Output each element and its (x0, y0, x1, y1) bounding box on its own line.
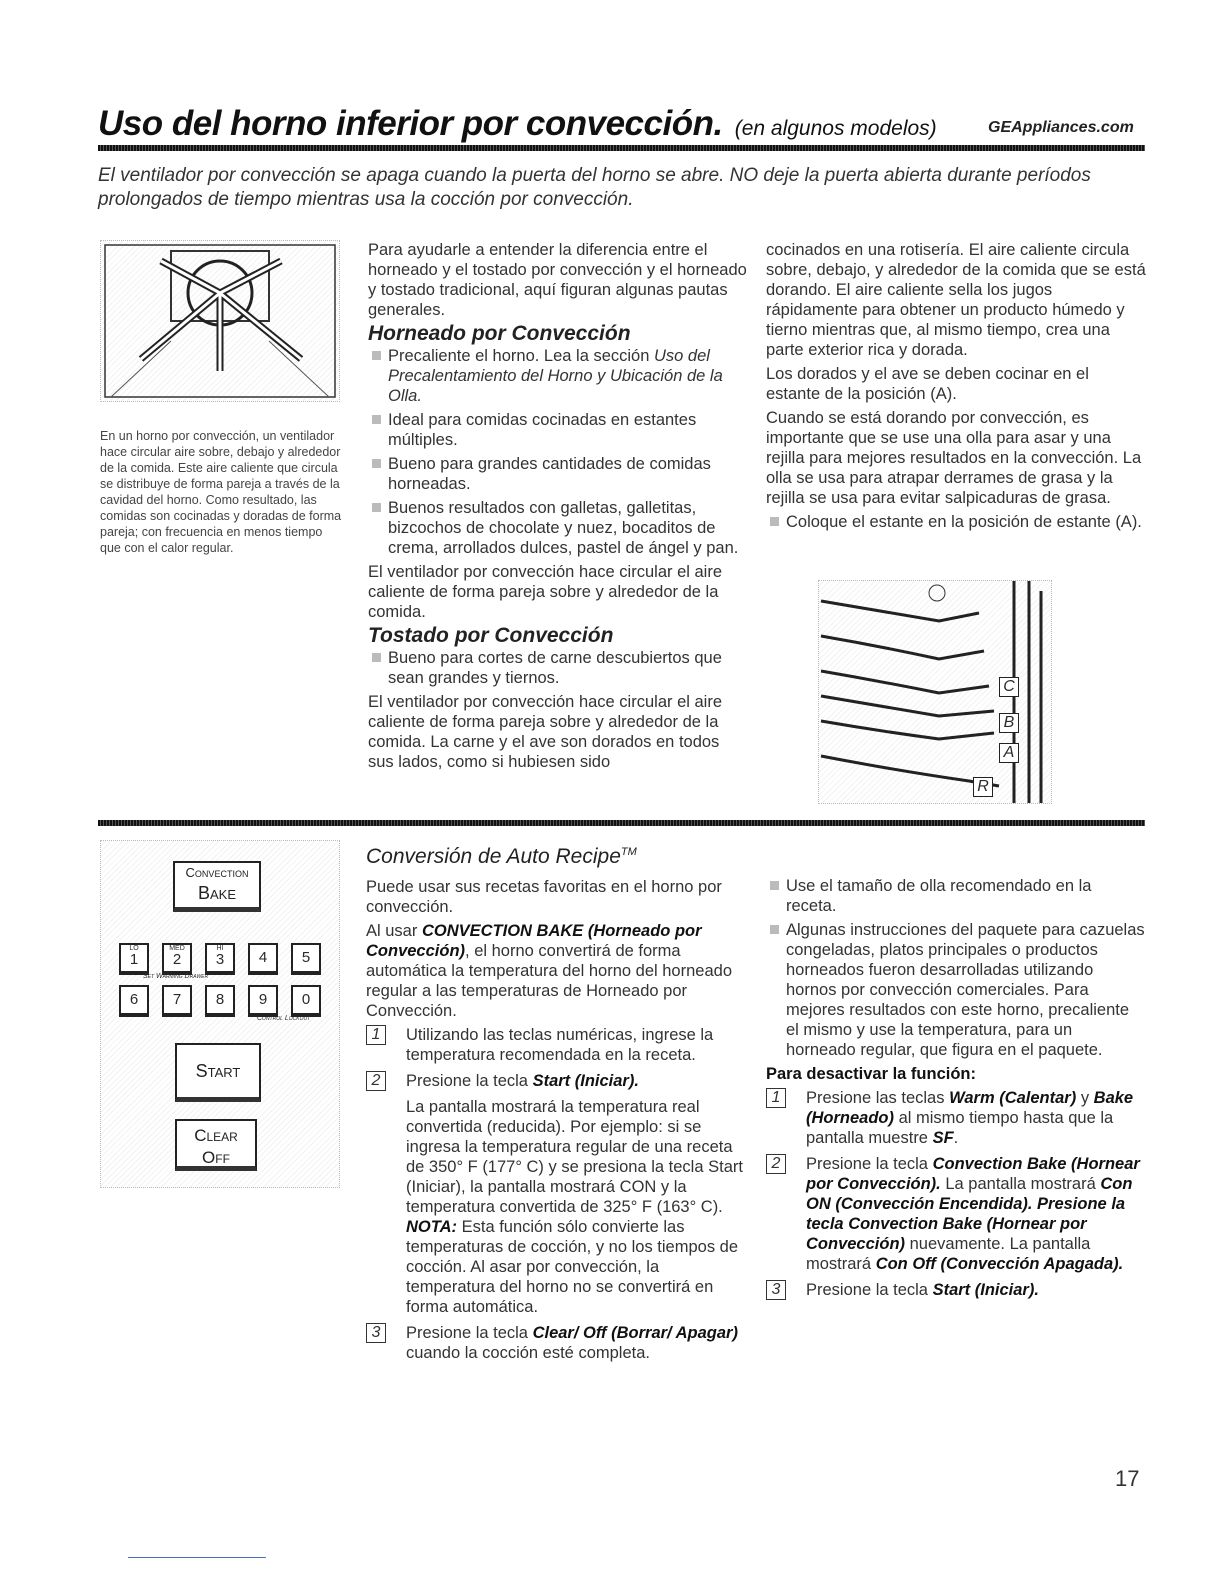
step-number: 2 (766, 1154, 786, 1174)
bullet-icon (372, 415, 381, 424)
convection-bake-heading: Horneado por Convección (368, 322, 631, 345)
bullet-text: Coloque el estante en la posición de estante (A). (786, 513, 1142, 531)
bullet-text: Bueno para grandes cantidades de comidas horneadas. (388, 455, 711, 493)
step-text: Utilizando las teclas numéricas, ingrese la temperatura recomendada en la receta. (406, 1026, 714, 1064)
emphasis: Bake (Horneado) (806, 1089, 1134, 1127)
step-text: y (1076, 1089, 1094, 1107)
bullet-text: Algunas instrucciones del paquete para cazuelas congeladas, platos principales o productos horneados fueron desarrolladas utilizando hornos por convección comerciales. Para mejores resultados con este horno, precaliente el mismo y use la temperatura, para un horneado regular, que figura en el paquete. (786, 921, 1145, 1059)
paragraph: El ventilador por convección hace circular el aire caliente de forma pareja sobre y alrededor de la comida. La carne y el ave son dorados en todos sus lados, como si hubiesen sido (368, 693, 723, 771)
page-title (98, 104, 937, 144)
paragraph: Los dorados y el ave se deben cocinar en el estante de la posición (A). (766, 365, 1089, 403)
number-key-4 (248, 943, 278, 975)
key-digit: 2 (172, 951, 182, 968)
step-text: Presione las teclas (806, 1089, 950, 1107)
rack-label-b: B (999, 713, 1019, 733)
step-text: Presione la tecla (406, 1324, 533, 1342)
emphasis: CONVECTION BAKE (Horneado por Convección) (366, 922, 702, 960)
convection-guidelines (368, 240, 748, 776)
key-label: Bake (197, 883, 237, 903)
key-digit: 7 (172, 991, 182, 1008)
step-text: La pantalla mostrará (940, 1175, 1101, 1193)
list-item (368, 648, 748, 688)
number-key-8 (205, 985, 235, 1017)
key-sublabel: MED (169, 945, 185, 952)
number-key-7 (162, 985, 192, 1017)
step-3 (366, 1323, 746, 1363)
clear-off-key (175, 1119, 257, 1171)
start-key: Start (175, 1043, 261, 1102)
paragraph: Cuando se está dorando por convección, es importante que se use una olla para asar y una rejilla para mejores resultados en la convección. La olla se usa para atrapar derrames de grasa y la rejilla se usa para evitar salpicaduras de grasa. (766, 409, 1142, 507)
emphasis: Warm (Calentar) (949, 1089, 1077, 1107)
convection-bake-key (173, 861, 261, 912)
emphasis: Start (Iniciar). (932, 1281, 1039, 1299)
key-digit: 8 (215, 991, 225, 1008)
convection-fan-illustration (100, 240, 340, 402)
rack-label-r: R (973, 777, 993, 797)
paragraph: El ventilador por convección hace circular el aire caliente de forma pareja sobre y alrededor de la comida. (368, 563, 723, 621)
fan-airflow-icon (101, 241, 339, 401)
step-number: 1 (766, 1088, 786, 1108)
auto-recipe-heading (366, 842, 746, 867)
header-rule (98, 145, 1145, 151)
key-digit: 1 (129, 951, 139, 968)
bullet-icon (770, 925, 779, 934)
control-panel-illustration (100, 840, 340, 1188)
key-digit: 3 (215, 951, 225, 968)
section-rule (98, 820, 1145, 826)
bullet-icon (372, 351, 381, 360)
key-digit: 4 (258, 949, 268, 966)
bullet-text: Use el tamaño de olla recomendado en la receta. (786, 877, 1092, 915)
auto-recipe-section (366, 838, 746, 1369)
emphasis: Clear/ Off (Borrar/ Apagar) (532, 1324, 738, 1342)
number-key-6 (119, 985, 149, 1017)
step-number: 2 (366, 1071, 386, 1091)
step-text: nuevamente. La pantalla mostrará (806, 1235, 1091, 1273)
key-digit: 5 (301, 949, 311, 966)
title-subtitle: (en algunos modelos) (734, 117, 937, 140)
text: Al usar (366, 922, 422, 940)
note-label: NOTA: (406, 1218, 458, 1236)
emphasis: Convection Bake (Hornear por Convección). (806, 1155, 1140, 1193)
bullet-icon (372, 503, 381, 512)
paragraph: cocinados en una rotisería. El aire caliente circula sobre, debajo, y alrededor de la comida que se está dorando. El aire caliente sella los jugos rápidamente para obtener un producto húmedo y tierno mientras que, al mismo tiempo, crea una parte exterior rica y dorada. (766, 241, 1146, 359)
off-step-2 (766, 1154, 1146, 1274)
step-2 (366, 1071, 746, 1317)
list-item (766, 876, 1146, 916)
number-key-2 (162, 943, 192, 975)
list-item (368, 454, 748, 494)
deactivate-heading: Para desactivar la función: (766, 1065, 976, 1083)
bullet-icon (770, 517, 779, 526)
control-lockout-label: Control Lockout (257, 1015, 311, 1022)
set-warming-drawer-label: Set Warming Drawer (143, 973, 209, 980)
off-step-3 (766, 1280, 1146, 1300)
list-item (368, 346, 748, 406)
number-key-0 (291, 985, 321, 1017)
emphasis: Con Off (Convección Apagada). (875, 1255, 1124, 1273)
step-text: cuando la cocción esté completa. (406, 1344, 650, 1362)
illustration-caption: En un horno por convección, un ventilador hace circular aire sobre, debajo y alrededor de la comida. Este aire caliente que circula se distribuye de forma pareja a través de la cavidad del horno. Como resultado, las comidas son cocinadas y doradas de forma pareja; con frecuencia en menos tiempo que con el calor regular. (100, 429, 342, 555)
bullet-icon (372, 459, 381, 468)
step-text: Presione la tecla (806, 1155, 933, 1173)
list-item (766, 920, 1146, 1060)
guidelines-intro: Para ayudarle a entender la diferencia entre el horneado y el tostado por convección y el horneado y tostado tradicional, aquí figuran algunas pautas generales. (368, 241, 747, 319)
rack-label-a: A (999, 743, 1019, 763)
key-label: Convection (185, 865, 249, 880)
step-number: 3 (766, 1280, 786, 1300)
step-text: Presione la tecla (406, 1072, 533, 1090)
list-item (766, 512, 1146, 532)
convection-roast-heading: Tostado por Convección (368, 624, 614, 647)
step-number: 1 (366, 1025, 386, 1045)
text: La pantalla mostrará la temperatura real convertida (reducida). Por ejemplo: si se ingresa la temperatura regular de una receta de 350° F (177° C) y se presiona la tecla Start (Iniciar), la pantalla mostrará CON y la temperatura convertida de 325° F (163° C). (406, 1098, 743, 1216)
paragraph: Puede usar sus recetas favoritas en el horno por convección. (366, 878, 722, 916)
step-detail (406, 1097, 746, 1317)
title-text: Uso del horno inferior por convección. (98, 104, 723, 143)
key-sublabel: LO (129, 945, 139, 952)
number-key-3 (205, 943, 235, 975)
step-text: al mismo tiempo hasta que la pantalla muestre (806, 1109, 1114, 1147)
step-number: 3 (366, 1323, 386, 1343)
text: Esta función sólo convierte las temperaturas de cocción, y no los tiempos de cocción. Al asar por convección, la temperatura del horno no se convertirá en forma automática. (406, 1218, 739, 1316)
key-digit: 0 (301, 991, 311, 1008)
key-digit: 9 (258, 991, 268, 1008)
key-digit: 6 (129, 991, 139, 1008)
step-text: Presione la tecla (806, 1281, 933, 1299)
key-label: Clear (194, 1126, 238, 1145)
list-item (368, 498, 748, 558)
number-key-9 (248, 985, 278, 1017)
emphasis: Start (Iniciar). (532, 1072, 639, 1090)
auto-recipe-tips (766, 876, 1146, 1306)
emphasis: Con ON (Convección Encendida). Presione la tecla Convection Bake (Hornear por Convección) (806, 1175, 1133, 1253)
text: , el horno convertirá de forma automática la temperatura del horno del horneado regular a las temperaturas de Horneado por Convección. (366, 942, 732, 1020)
bullet-icon (770, 881, 779, 890)
section-reference: Uso del Precalentamiento del Horno y Ubicación de la Olla. (388, 347, 723, 405)
bullet-text: Precaliente el horno. Lea la sección (388, 347, 654, 365)
trademark: TM (620, 846, 637, 858)
roasting-text (766, 240, 1146, 536)
intro-text: El ventilador por convección se apaga cuando la puerta del horno se abre. NO deje la puerta abierta durante períodos prolongados de tiempo mientras usa la cocción por convección. (98, 165, 1091, 210)
key-sublabel: HI (216, 945, 224, 952)
rack-label-c: C (999, 677, 1019, 697)
step-1 (366, 1025, 746, 1065)
page-number: 17 (1115, 1466, 1140, 1491)
bullet-text: Ideal para comidas cocinadas en estantes múltiples. (388, 411, 697, 449)
bullet-text: Bueno para cortes de carne descubiertos que sean grandes y tiernos. (388, 649, 722, 687)
footer-line (128, 1557, 266, 1558)
emphasis: SF (932, 1129, 954, 1147)
list-item (368, 410, 748, 450)
number-key-1 (119, 943, 149, 975)
off-step-1: 1 Presione las teclas Warm (Calentar) y Bake (Horneado) al mismo tiempo hasta que la pantalla muestre SF. (766, 1088, 1146, 1148)
key-label: Off (202, 1148, 230, 1167)
bullet-icon (372, 653, 381, 662)
paragraph (366, 921, 746, 1021)
bullet-text: Buenos resultados con galletas, galletitas, bizcochos de chocolate y nuez, bocaditos de crema, arrollados dulces, pastel de ángel y pan. (388, 499, 739, 557)
number-key-5 (291, 943, 321, 975)
website: GEAppliances.com (988, 119, 1134, 136)
rack-positions-illustration (818, 580, 1052, 804)
heading-text: Conversión de Auto Recipe (366, 845, 621, 868)
